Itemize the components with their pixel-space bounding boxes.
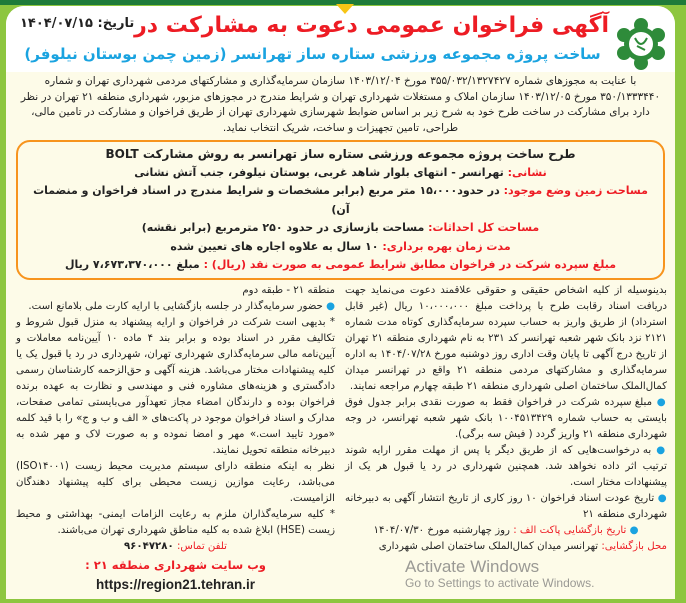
- bullet-icon: ●: [651, 444, 667, 456]
- hse-paragraph: * کلیه سرمایه‌گذاران ملزم به رعایت الزامات ایمنی- بهداشتی و محیط زیست (HSE) ابلاغ شده به کلیه مناطق شهرداری تهران می‌باشند.: [16, 508, 335, 536]
- website-line: [16, 555, 335, 595]
- bullet-icon: ●: [654, 492, 667, 504]
- build-area-line: [24, 219, 657, 238]
- address-label: نشانی:: [507, 165, 547, 179]
- bullet-item: [345, 443, 667, 491]
- bullet-text: مبلغ سپرده شرکت در فراخوان فقط به صورت نقدی برابر جدول فوق بایستی به حساب شماره ۱۰۰۴۵۱۳۴۲۹ بانک شهر شعبه تهرانسر، در وجه شهرداری منطقه ۲۱ واریز گردد ( فیش سه برگی).: [345, 396, 667, 440]
- bullet-icon: ●: [652, 396, 667, 408]
- bullet-icon: ●: [626, 524, 639, 536]
- bullet-item: [345, 395, 667, 443]
- opening-place-value: تهرانسر میدان کمال‌الملک ساختمان اصلی شهرداری: [378, 540, 602, 552]
- phone-label: تلفن تماس:: [173, 540, 228, 552]
- bullet-item: [345, 491, 667, 523]
- floor-text: منطقه ۲۱ - طبقه دوم: [242, 284, 335, 296]
- build-area-label: مساحت کل احداثات:: [428, 221, 540, 234]
- deposit-line: [24, 256, 657, 275]
- website-label: وب سایت شهرداری منطقه ۲۱ :: [85, 557, 266, 572]
- opening-place-item: [345, 539, 667, 555]
- project-summary-box: [16, 140, 665, 280]
- intro-paragraph: با عنایت به مجوزهای شماره ۳۵۵/۰۳۲/۱۳۲۷۴۲۷ مورخ ۱۴۰۳/۱۲/۰۴ سازمان سرمایه‌گذاری و مشارکتهای مردمی شهرداری تهران و شماره ۳۵۰/۱۳۳۳۴۴۰ مورخ ۱۴۰۳/۱۲/۰۵ سازمان املاک و مستغلات شهرداری تهران و شرایط مندرج در مجوزهای مزبور، شهرداری منطقه ۲۱ تهران در نظر دارد برای مشارکت در ساخت طرح خود به شرح زیر بر اساس ضوابط شهرسازی شهرداری تهران از طریق فراخوان و مشارکت در تامین مالی، طراحی، تامین تجهیزات و ساخت، شریک انتخاب نماید.: [20, 75, 661, 134]
- opening-date-label: تاریخ بازگشایی پاکت الف :: [513, 524, 627, 536]
- phone-line: [16, 539, 335, 555]
- website-link[interactable]: https://region21.tehran.ir: [95, 576, 256, 592]
- municipality-logo-icon: [615, 16, 667, 72]
- address-line: [24, 164, 657, 183]
- ad-date: تاریخ: ۱۴۰۴/۰۷/۱۵: [20, 16, 135, 31]
- term-value: ۱۰ سال به علاوه اجاره های تعیین شده: [170, 239, 383, 253]
- bullet-item: [16, 299, 335, 315]
- land-area-label: مساحت زمین وضع موجود:: [503, 184, 648, 197]
- watermark-line2: Go to Settings to activate Windows.: [405, 575, 595, 590]
- address-value: تهرانسر - انتهای بلوار شاهد غربی، بوستان نیلوفر، جنب آتش نشانی: [134, 165, 508, 179]
- ad-subtitle: ساخت پروژه مجموعه ورزشی ستاره ساز تهرانسر (زمین چمن بوستان نیلوفر): [24, 45, 601, 63]
- land-area-line: [24, 182, 657, 219]
- opening-place-label: محل بازگشایی:: [601, 540, 667, 552]
- term-label: مدت زمان بهره برداری:: [382, 239, 511, 253]
- bullet-text: به درخواست‌هایی که از طریق دیگر یا پس از مهلت مقرر ارایه شوند ترتیب اثر داده نخواهد شد. همچنین شهرداری در رد یا قبول هر یک از پیشنهادات مختار است.: [345, 444, 667, 488]
- conditions-paragraph: * بدیهی است شرکت در فراخوان و ارایه پیشنهاد به منزل قبول شروط و تکالیف مقرر در اسناد بوده و برابر بند ۴ ماده ۱۰ آیین‌نامه معاملات و آیین‌نامه مالی سرمایه‌گذاری شهرداری تهران، شهرداری در رد یا قبول یک یا کلیه پیشنهادات مختار می‌باشد. هزینه آگهی و حق‌الزحمه کارشناسان رسمی دادگستری و هزینه‌های مشاوره فنی و مهندسی و نظارت به عهده برنده فراخوان بوده و دارندگان امضاء مجاز تعهدآور می‌بایستی تمامی صفحات، مدارک و اسناد فراخوان موجود در پاکت‌های « الف و ب و ج» را با قید کلمه «مورد تایید است.» مهر و امضا نموده و به صورت لاک و مهر شده به دبیرخانه منطقه تحویل نمایند.: [16, 316, 335, 456]
- bullet-text: حضور سرمایه‌گذار در جلسه بازگشایی با ارایه کارت ملی بلامانع است.: [28, 300, 323, 312]
- build-area-value: مساحت بازسازی در حدود ۲۵۰ مترمربع (برابر نقشه): [141, 221, 429, 234]
- right-column: [345, 283, 667, 595]
- opening-date-item: [345, 523, 667, 539]
- phone-number: ۹۶۰۴۷۲۸۰: [123, 540, 174, 552]
- body-columns: [6, 280, 675, 595]
- bullet-text: تاریخ عودت اسناد فراخوان ۱۰ روز کاری از تاریخ انتشار آگهی به دبیرخانه شهرداری منطقه ۲۱: [345, 492, 667, 520]
- land-area-value: در حدود۱۵،۰۰۰ متر مربع (برابر مشخصات و شرایط مندرج در اسناد فراخوان و منضمات آن): [33, 184, 504, 216]
- watermark-line1: Activate Windows: [405, 556, 540, 576]
- deposit-label: مبلغ سپرده شرکت در فراخوان مطابق شرایط عمومی به صورت نقد (ریال) :: [203, 258, 617, 271]
- windows-activation-watermark: [345, 557, 667, 591]
- instructions-paragraph: بدینوسیله از کلیه اشخاص حقیقی و حقوقی علاقمند دعوت می‌نماید جهت دریافت اسناد رقابت طرح با پرداخت مبلغ ۱۰،۰۰۰،۰۰۰ ریال (غیر قابل استرداد) از طریق واریز به حساب سپرده سرمایه‌گذاری کوتاه مدت شماره ۲۱۲۱ نزد بانک شهر شعبه تهرانسر کد ۲۳۱ به نام شهرداری منطقه ۲۱ تهران از تاریخ درج آگهی تا پایان وقت اداری روز دوشنبه مورخ ۱۴۰۴/۰۷/۲۸ به اداره سرمایه‌گذاری و مشارکتهای مردمی منطقه ۲۱ واقع در تهرانسر میدان کمال‌الملک ساختمان اصلی شهرداری منطقه ۲۱ طبقه چهارم مراجعه نمایند.: [345, 284, 668, 392]
- project-title: طرح ساخت پروژه مجموعه ورزشی ستاره ساز تهرانسر به روش مشارکت BOLT: [105, 147, 576, 161]
- deposit-value: مبلغ ۷،۶۷۳،۳۷۰،۰۰۰ ریال: [64, 258, 204, 271]
- iso-paragraph: نظر به اینکه منطقه دارای سیستم مدیریت محیط زیست (ISO۱۴۰۰۱) می‌باشد، رعایت موازین زیست محیطی برای کلیه پیشنهاد دهندگان الزامیست.: [16, 460, 335, 504]
- opening-date-value: روز چهارشنبه مورخ ۱۴۰۴/۰۷/۳۰: [373, 524, 514, 536]
- ad-title: آگهی فراخوان عمومی دعوت به مشارکت در: [134, 13, 609, 38]
- ad-header: [6, 6, 675, 72]
- left-column: [16, 283, 335, 595]
- triangle-marker: [336, 4, 354, 14]
- term-line: [24, 238, 657, 257]
- bullet-icon: ●: [322, 300, 335, 312]
- ad-panel: [6, 6, 675, 599]
